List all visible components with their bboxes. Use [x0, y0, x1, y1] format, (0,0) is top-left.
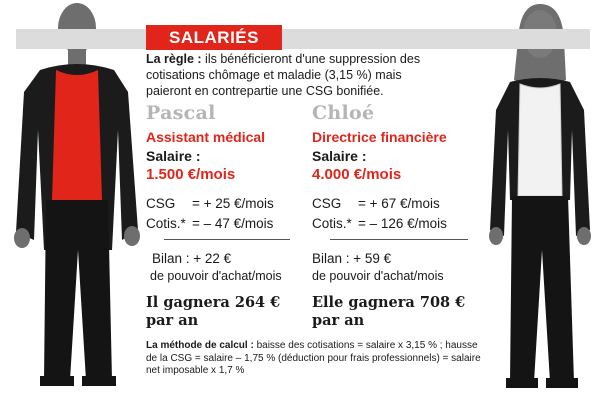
job-title-chloe: Directrice financière — [312, 129, 447, 145]
csg-row-pascal — [146, 196, 274, 211]
rule-paragraph — [146, 51, 446, 99]
rule-text: ils bénéficieront d'une suppression des cotisations chômage et maladie (3,15 %) mais paieront en contrepartie une CSG bonifiée. — [146, 52, 421, 98]
gain-line-1: Il gagnera 264 € — [146, 294, 281, 311]
calculation-method-note — [146, 340, 486, 378]
rule-label: La règle : — [146, 52, 202, 66]
salary-value-chloe: 4.000 €/mois — [312, 166, 402, 183]
cotis-value: = – 126 €/mois — [358, 216, 447, 231]
annual-gain-pascal — [146, 294, 280, 330]
bilan-sub-chloe: de pouvoir d'achat/mois — [312, 269, 444, 283]
header-banner — [16, 29, 590, 49]
man-red-shirt — [52, 70, 102, 200]
cotis-value: = – 47 €/mois — [192, 216, 274, 231]
divider-chloe — [330, 239, 468, 240]
csg-label: CSG — [312, 196, 342, 211]
cotis-row-pascal — [146, 216, 273, 231]
salary-value-pascal: 1.500 €/mois — [146, 166, 236, 183]
cotis-label: Cotis.* — [312, 216, 352, 231]
person-name-chloe: Chloé — [312, 102, 375, 124]
job-title-pascal: Assistant médical — [146, 129, 266, 145]
csg-label: CSG — [146, 196, 176, 211]
woman-white-blouse — [518, 84, 562, 196]
cotis-row-chloe — [312, 216, 447, 231]
csg-value: = + 25 €/mois — [192, 196, 274, 211]
annual-gain-chloe — [312, 294, 465, 330]
bilan-pascal: Bilan : + 22 € — [152, 251, 232, 266]
gain-line-2: par an — [312, 312, 365, 329]
csg-value: = + 67 €/mois — [358, 196, 440, 211]
bilan-chloe: Bilan : + 59 € — [312, 251, 392, 266]
gain-line-1: Elle gagnera 708 € — [312, 294, 466, 311]
method-label: La méthode de calcul : — [146, 340, 254, 351]
salary-label-chloe: Salaire : — [312, 148, 367, 164]
gain-line-2: par an — [146, 312, 199, 329]
csg-row-chloe — [312, 196, 440, 211]
woman-trousers — [510, 196, 574, 382]
cotis-label: Cotis.* — [146, 216, 186, 231]
section-title: SALARIÉS — [146, 25, 282, 50]
salary-label-pascal: Salaire : — [146, 148, 201, 164]
woman-illustration — [480, 0, 600, 400]
divider-pascal — [164, 239, 290, 240]
person-name-pascal: Pascal — [146, 102, 216, 124]
method-text: baisse des cotisations = salaire x 3,15 % ; hausse de la CSG = salaire – 1,75 % (déduction pour frais professionnels) = salaire net imposable x 1,7 % — [146, 340, 481, 376]
man-trousers — [44, 200, 112, 380]
man-illustration — [0, 0, 150, 400]
bilan-sub-pascal: de pouvoir d'achat/mois — [150, 269, 282, 283]
